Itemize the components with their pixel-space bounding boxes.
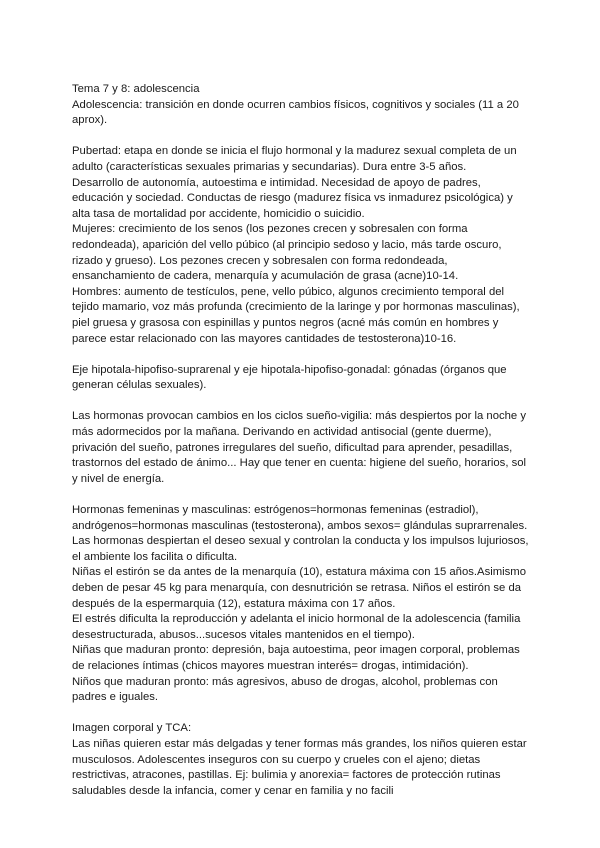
document-title: Tema 7 y 8: adolescencia bbox=[72, 83, 200, 95]
paragraph-gap bbox=[72, 129, 532, 145]
paragraph-imagen-corporal: Las niñas quieren estar más delgadas y tener formas más grandes, los niños quieren estar musculosos. Adolescentes inseguros con su cuerpo y crueles con el ajeno; dietas restrictivas, atracones, pastillas. Ej: bulimia y anorexia= factores de protección rutinas saludables desde la infancia, comer y cenar en familia y no facili bbox=[72, 737, 527, 797]
paragraph-gap bbox=[72, 706, 532, 722]
paragraph-estiron: Niñas el estirón se da antes de la menarquía (10), estatura máxima con 15 años.Asimismo deben de pesar 45 kg para menarquía, con desnutrición se retrasa. Niños el estirón se da después de la espermarquia (12), estatura máxima con 17 años. bbox=[72, 566, 526, 610]
paragraph-hormonas: Hormonas femeninas y masculinas: estrógenos=hormonas femeninas (estradiol), andrógenos=hormonas masculinas (testosterona), ambos sexos= glándulas suprarrenales. bbox=[72, 504, 528, 532]
paragraph-eje: Eje hipotala-hipofiso-suprarenal y eje hipotala-hipofiso-gonadal: gónadas (órganos que generan células sexuales). bbox=[72, 363, 507, 392]
paragraph-sueno: Las hormonas provocan cambios en los ciclos sueño-vigilia: más despiertos por la noche y más adormecidos por la mañana. Derivando en actividad antisocial (gente duerme), privación del sueño, patrones irregulares del sueño, dificultad para aprender, pesadillas, trastornos del estado de ánimo... Hay que tener en cuenta: higiene del sueño, horarios, sol y nivel de energía. bbox=[72, 410, 527, 485]
paragraph-adolescencia: Adolescencia: transición en donde ocurren cambios físicos, cognitivos y sociales (11 a 20 aprox). bbox=[72, 98, 519, 127]
paragraph-gap bbox=[72, 487, 532, 503]
paragraph-ninas-maduran: Niñas que maduran pronto: depresión, baja autoestima, peor imagen corporal, problemas de relaciones íntimas (chicos mayores muestran interés= drogas, intimidación). bbox=[72, 644, 520, 672]
document-page bbox=[72, 82, 532, 799]
paragraph-desarrollo: Desarrollo de autonomía, autoestima e intimidad. Necesidad de apoyo de padres, educación y sociedad. Conductas de riesgo (madurez física vs inmadurez psicológica) y alta tasa de mortalidad por accidente, homicidio o suicidio. bbox=[72, 176, 513, 220]
paragraph-pubertad: Pubertad: etapa en donde se inicia el flujo hormonal y la madurez sexual completa de un adulto (características sexuales primarias y secundarias). Dura entre 3-5 años. bbox=[72, 145, 517, 173]
paragraph-estres: El estrés dificulta la reproducción y adelanta el inicio hormonal de la adolescencia (familia desestructurada, abusos...sucesos vitales mantenidos en el tiempo). bbox=[72, 613, 521, 641]
paragraph-hombres: Hombres: aumento de testículos, pene, vello púbico, algunos crecimiento temporal del tejido mamario, voz más profunda (crecimiento de la laringe y por hormonas masculinas), piel gruesa y grasosa con espinillas y puntos negros (acné más común en hombres y parece estar relacionado con las mayores cantidades de testosterona)10-16. bbox=[72, 285, 520, 345]
paragraph-deseo: Las hormonas despiertan el deseo sexual y controlan la conducta y los impulsos lujuriosos, el ambiente los facilita o dificulta. bbox=[72, 535, 529, 563]
paragraph-ninos-maduran: Niños que maduran pronto: más agresivos, abuso de drogas, alcohol, problemas con padres e iguales. bbox=[72, 675, 498, 704]
paragraph-gap bbox=[72, 347, 532, 363]
paragraph-mujeres: Mujeres: crecimiento de los senos (los pezones crecen y sobresalen con forma redondeada), aparición del vello púbico (al principio sedoso y lacio, más tarde oscuro, rizado y grueso). Los pezones crecen y sobresalen con forma redondeada, ensanchamiento de cadera, menarquía y acumulación de grasa (acne)10-14. bbox=[72, 223, 502, 283]
section-heading-imagen: Imagen corporal y TCA: bbox=[72, 722, 192, 735]
paragraph-gap bbox=[72, 394, 532, 410]
